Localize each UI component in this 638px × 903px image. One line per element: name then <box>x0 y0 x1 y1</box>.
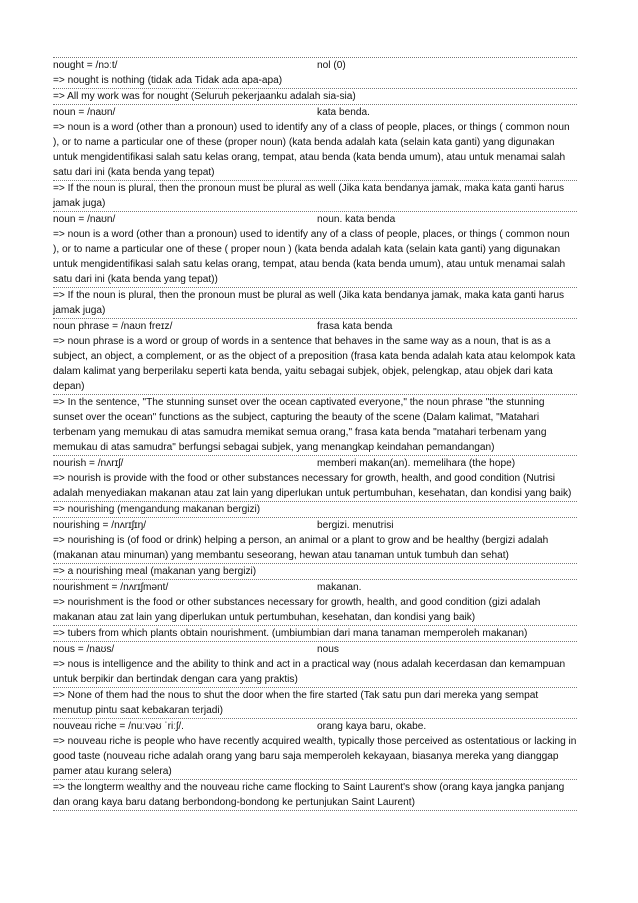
entry-header <box>53 456 577 471</box>
entry-example: => In the sentence, "The stunning sunset over the ocean captivated everyone," the noun phrase "the stunning sunset over the ocean" functions as the subject, capturing the beauty of the scene (Dalam kalimat, "Matahari terbenam yang memukau di atas samudra memikat semua orang," frasa kata benda "matahari terbenam yang memukau di atas samudra" berfungsi sebagai subjek, yang menangkap keindahan pemandangan) <box>53 394 577 455</box>
entry-meaning: nol (0) <box>317 60 346 71</box>
entry-example: => the longterm wealthy and the nouveau riche came flocking to Saint Laurent's show (orang kaya jangka panjang dan orang kaya baru datang berbondong-bondong ke pertunjukan Saint Laurent) <box>53 779 577 810</box>
entry-definition: => nourishing is (of food or drink) helping a person, an animal or a plant to grow and be healthy (bergizi adalah (makanan atau minuman) yang membantu seseorang, hewan atau tanaman untuk tumbuh dan sehat) <box>53 535 549 561</box>
entry-example: => None of them had the nous to shut the door when the fire started (Tak satu pun dari mereka yang sempat menutup pintu saat kebakaran terjadi) <box>53 687 577 718</box>
entry-header <box>53 580 577 595</box>
entry-definition: => nous is intelligence and the ability to think and act in a practical way (nous adalah kecerdasan dan kemampuan untuk berpikir dan bertindak dengan cara yang praktis) <box>53 659 566 685</box>
entry-example: => nourishing (mengandung makanan bergizi) <box>53 501 577 517</box>
dictionary-entry <box>53 455 577 517</box>
entry-meaning: frasa kata benda <box>317 321 393 332</box>
entry-word: noun phrase = /naʊn freɪz/ <box>53 321 173 332</box>
entry-definition: => nought is nothing (tidak ada Tidak ada apa-apa) <box>53 75 283 86</box>
entry-example: => If the noun is plural, then the pronoun must be plural as well (Jika kata bendanya jamak, maka kata ganti harus jamak juga) <box>53 180 577 211</box>
entry-header <box>53 212 577 227</box>
entry-word: nous = /naʊs/ <box>53 644 115 655</box>
entry-meaning: nous <box>317 644 339 655</box>
entry-word: nourish = /nʌrɪʃ/ <box>53 458 124 469</box>
entry-definition: => nourishment is the food or other substances necessary for growth, health, and good condition (gizi adalah makanan atau zat lain yang diperlukan untuk pertumbuhan, kesehatan, dan kondisi yang baik) <box>53 597 541 623</box>
entry-word: nought = /nɔːt/ <box>53 60 118 71</box>
entry-word: nourishment = /nʌrɪʃmənt/ <box>53 582 169 593</box>
dictionary-entry <box>53 57 577 104</box>
entry-word: noun = /naʊn/ <box>53 214 116 225</box>
entry-meaning: kata benda. <box>317 107 370 118</box>
dictionary-page <box>53 57 577 811</box>
entry-header <box>53 319 577 334</box>
entry-meaning: orang kaya baru, okabe. <box>317 721 427 732</box>
entry-meaning: memberi makan(an). memelihara (the hope) <box>317 458 516 469</box>
dictionary-entry <box>53 211 577 318</box>
entry-header <box>53 105 577 120</box>
entry-definition: => nouveau riche is people who have recently acquired wealth, typically those perceived as ostentatious or lacking in good taste (nouveau riche adalah orang yang baru saja memperoleh kekayaan, biasanya mereka yang dianggap pamer atau kurang selera) <box>53 736 577 777</box>
entry-definition: => noun phrase is a word or group of words in a sentence that behaves in the same way as a noun, that is as a subject, an object, a complement, or as the object of a preposition (frasa kata benda adalah kata atau kelompok kata dalam kalimat yang berperilaku seperti kata benda, yaitu sebagai subjek, objek, pelengkap, atau objek dari kata depan) <box>53 336 576 392</box>
entry-example: => If the noun is plural, then the pronoun must be plural as well (Jika kata bendanya jamak, maka kata ganti harus jamak juga) <box>53 287 577 318</box>
entry-definition: => noun is a word (other than a pronoun) used to identify any of a class of people, places, or things ( common noun ), or to name a particular one of these ( proper noun ) (kata benda adalah kata (selain kata ganti) yang digunakan untuk mengidentifikasi salah satu kelas orang, tempat, atau benda (kata benda umum), atau untuk menamai salah satu dari ini (kata benda yang tepat)) <box>53 229 570 285</box>
entry-word: noun = /naʊn/ <box>53 107 116 118</box>
entry-example: => a nourishing meal (makanan yang bergizi) <box>53 563 577 579</box>
entry-meaning: bergizi. menutrisi <box>317 520 394 531</box>
dictionary-entry <box>53 641 577 718</box>
entry-definition: => nourish is provide with the food or other substances necessary for growth, health, and good condition (Nutrisi adalah menyediakan makanan atau zat lain yang diperlukan untuk pertumbuhan, kesehatan, dan kondisi yang baik) <box>53 473 572 499</box>
entry-word: nouveau riche = /nuːvəʊ ˈriːʃ/. <box>53 721 184 732</box>
dictionary-entry <box>53 517 577 579</box>
entry-definition: => noun is a word (other than a pronoun) used to identify any of a class of people, places, or things ( common noun ), or to name a particular one of these (proper noun) (kata benda adalah kata (selain kata ganti) yang digunakan untuk mengidentifikasi salah satu kelas orang, tempat, atau benda (kata benda umum), atau untuk menamai salah satu dari ini (kata benda yang tepat) <box>53 122 570 178</box>
entry-meaning: makanan. <box>317 582 362 593</box>
dictionary-entry <box>53 579 577 641</box>
dictionary-entry <box>53 104 577 211</box>
entry-header <box>53 642 577 657</box>
entry-header <box>53 719 577 734</box>
entry-header <box>53 58 577 73</box>
dictionary-entry <box>53 718 577 811</box>
entry-example: => All my work was for nought (Seluruh pekerjaanku adalah sia-sia) <box>53 88 577 104</box>
entry-meaning: noun. kata benda <box>317 214 396 225</box>
entry-header <box>53 518 577 533</box>
entry-word: nourishing = /nʌrɪʃɪŋ/ <box>53 520 147 531</box>
dictionary-entry <box>53 318 577 455</box>
entry-example: => tubers from which plants obtain nourishment. (umbiumbian dari mana tanaman memperoleh makanan) <box>53 625 577 641</box>
